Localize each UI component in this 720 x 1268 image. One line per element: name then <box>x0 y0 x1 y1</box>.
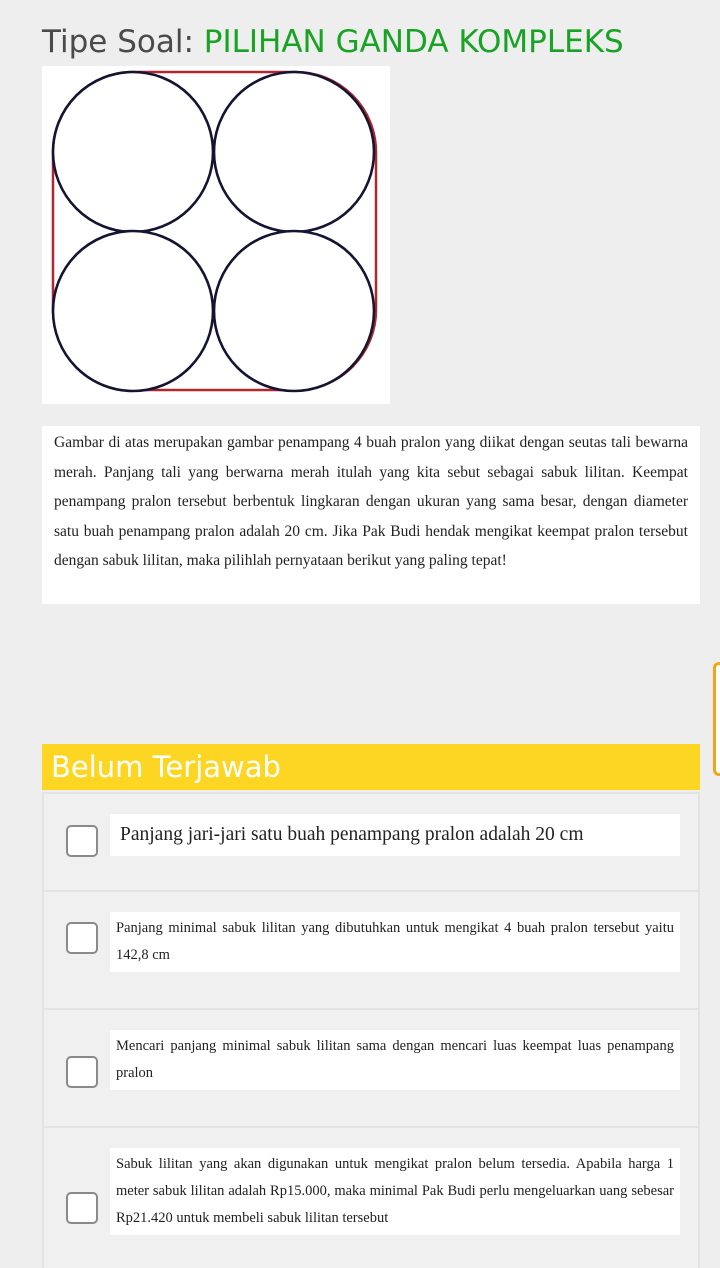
answer-options <box>42 792 700 1268</box>
answer-option[interactable] <box>42 1008 700 1126</box>
option-checkbox[interactable] <box>66 825 98 857</box>
pipe-circle <box>53 72 213 232</box>
question-text: Gambar di atas merupakan gambar penampang 4 buah pralon yang diikat dengan seutas tali bewarna merah. Panjang tali yang berwarna merah itulah yang kita sebut sebagai sabuk lilitan. Keempat penampang pralon tersebut berbentuk lingkaran dengan ukuran yang sama besar, dengan diameter satu buah penampang pralon adalah 20 cm. Jika Pak Budi hendak mengikat keempat pralon tersebut dengan sabuk lilitan, maka pilihlah pernyataan berikut yang paling tepat! <box>54 434 688 569</box>
scroll-handle[interactable] <box>713 662 720 776</box>
option-text[interactable]: Panjang jari-jari satu buah penampang pralon adalah 20 cm <box>110 814 680 856</box>
option-text[interactable]: Sabuk lilitan yang akan digunakan untuk mengikat pralon belum tersedia. Apabila harga 1 meter sabuk lilitan adalah Rp15.000, maka minimal Pak Budi perlu mengeluarkan uang sebesar Rp21.420 untuk membeli sabuk lilitan tersebut <box>110 1148 680 1235</box>
question-type-label: Tipe Soal: <box>42 24 204 60</box>
question-stem <box>42 426 700 604</box>
option-text[interactable]: Panjang minimal sabuk lilitan yang dibutuhkan untuk mengikat 4 buah pralon tersebut yaitu 142,8 cm <box>110 912 680 972</box>
pipe-circle <box>214 72 374 232</box>
answer-option[interactable] <box>42 1126 700 1268</box>
option-text[interactable]: Mencari panjang minimal sabuk lilitan sama dengan mencari luas keempat luas penampang pralon <box>110 1030 680 1090</box>
question-type-header <box>42 22 624 62</box>
option-checkbox[interactable] <box>66 922 98 954</box>
answer-status-label: Belum Terjawab <box>51 750 281 784</box>
pipe-circle <box>214 231 374 391</box>
option-checkbox[interactable] <box>66 1056 98 1088</box>
question-figure <box>42 66 390 404</box>
four-circles-tied-icon <box>42 66 390 404</box>
answer-option[interactable] <box>42 890 700 1008</box>
option-checkbox[interactable] <box>66 1192 98 1224</box>
answer-option[interactable] <box>42 792 700 890</box>
question-type-value: PILIHAN GANDA KOMPLEKS <box>203 24 624 60</box>
pipe-circle <box>53 231 213 391</box>
answer-status-bar <box>42 744 700 790</box>
